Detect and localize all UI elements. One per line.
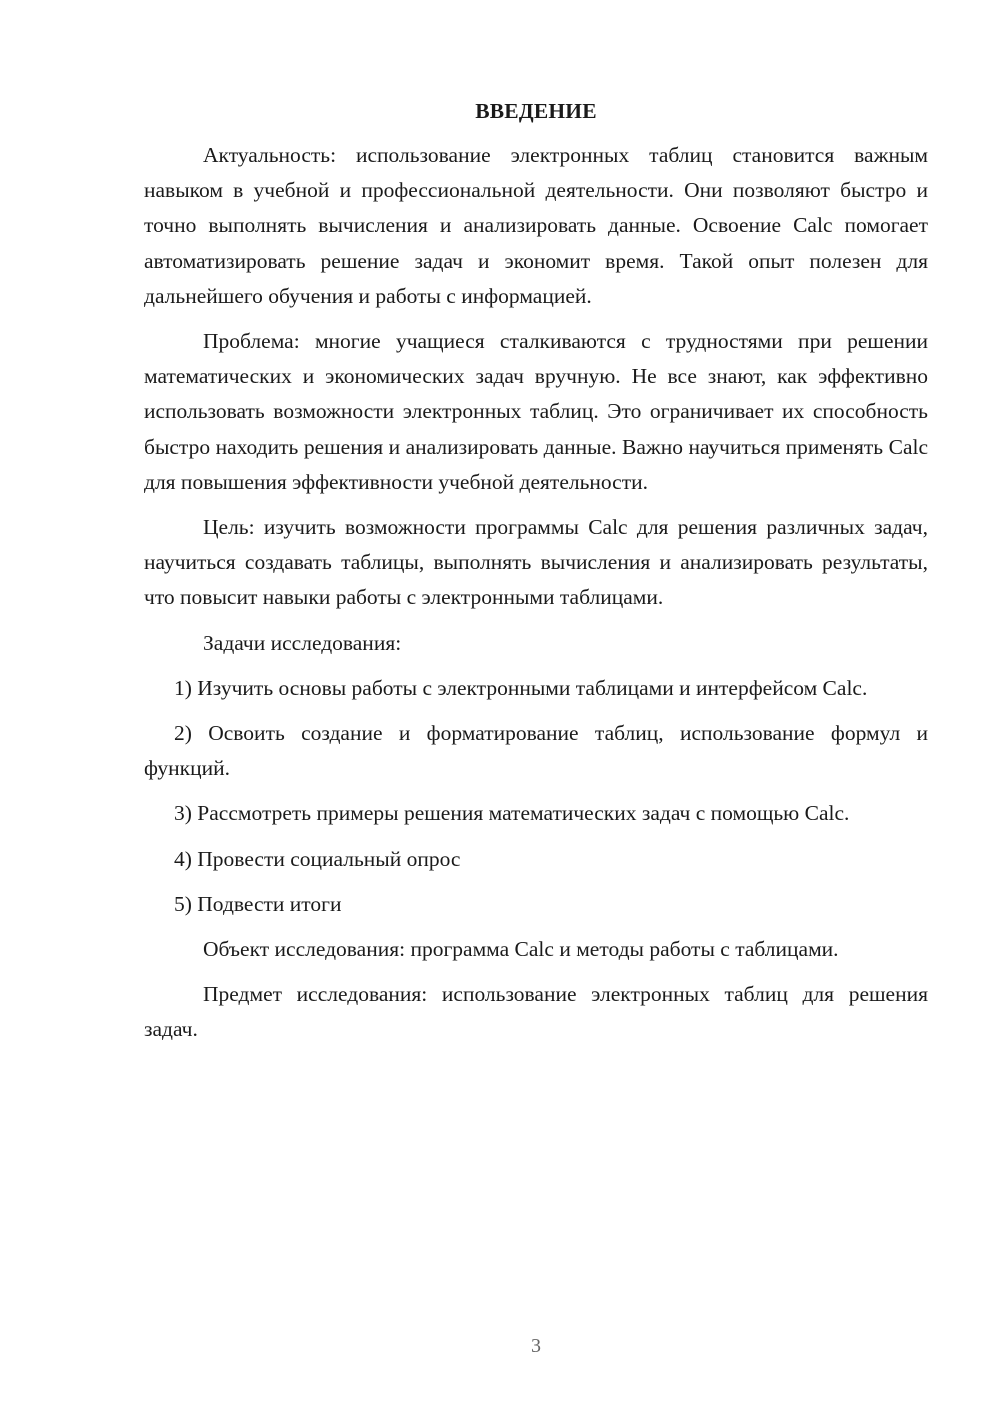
task-item: 3) Рассмотреть примеры решения математических задач с помощью Calc.: [174, 801, 850, 826]
paragraph-object: Объект исследования: программа Calc и методы работы с таблицами.: [203, 937, 839, 962]
task-item: 4) Провести социальный опрос: [174, 846, 461, 871]
task-item: 2) Освоить создание и форматирование таблиц, использование формул и функций.: [144, 721, 928, 781]
paragraph-relevance: Актуальность: использование электронных таблиц становится важным навыком в учебной и профессиональной деятельности. Они позволяют быстро и точно выполнять вычисления и анализировать данные. Освоение Calc помогает автоматизировать решение задач и экономит время. Такой опыт полезен для дальнейшего обучения и работы с информацией.: [144, 143, 928, 308]
task-item: 1) Изучить основы работы с электронными таблицами и интерфейсом Calc.: [174, 675, 868, 700]
paragraph-subject: Предмет исследования: использование электронных таблиц для решения задач.: [144, 982, 928, 1042]
paragraph-problem: Проблема: многие учащиеся сталкиваются с трудностями при решении математических и экономических задач вручную. Не все знают, как эффективно использовать возможности электронных таблиц. Это ограничивает их способность быстро находить решения и анализировать данные. Важно научиться применять Calc для повышения эффективности учебной деятельности.: [144, 329, 928, 494]
page-number: 3: [531, 1335, 541, 1357]
page-content: [144, 94, 928, 1048]
page-title: ВВЕДЕНИЕ: [475, 99, 597, 123]
task-item: 5) Подвести итоги: [174, 891, 342, 916]
paragraph-goal: Цель: изучить возможности программы Calc для решения различных задач, научиться создавать таблицы, выполнять вычисления и анализировать результаты, что повысит навыки работы с электронными таблицами.: [144, 515, 928, 610]
paragraph-tasks-heading: Задачи исследования:: [203, 630, 402, 655]
